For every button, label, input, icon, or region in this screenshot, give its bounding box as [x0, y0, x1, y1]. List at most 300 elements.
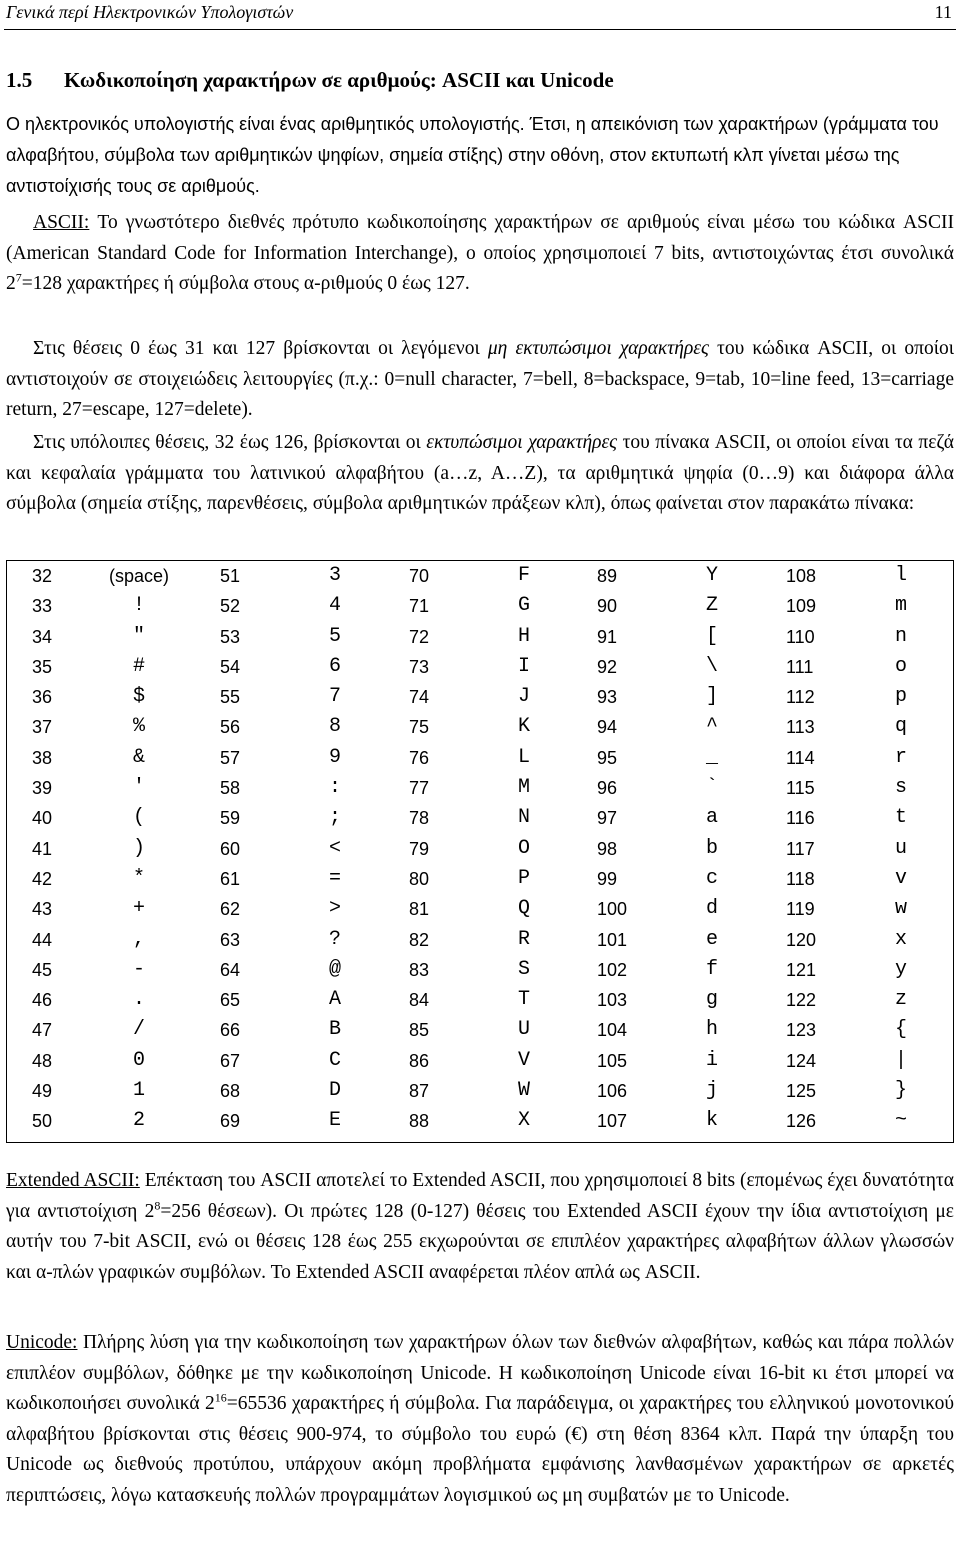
ascii-code: 69: [220, 1111, 241, 1132]
ascii-character: u: [894, 836, 907, 860]
ascii-table-row: [761, 926, 941, 956]
ascii-table-row: [384, 835, 564, 865]
ascii-code: 73: [409, 656, 430, 677]
ascii-code: 56: [220, 717, 241, 738]
ascii-table-row: [572, 895, 752, 925]
ascii-table-row: [384, 956, 564, 986]
ascii-character: m: [894, 594, 907, 618]
ascii-table-row: [7, 562, 187, 592]
ascii-character: 2: [132, 1109, 145, 1133]
ascii-character: V: [517, 1048, 530, 1072]
ascii-character: R: [517, 927, 530, 951]
ascii-table-row: [761, 1047, 941, 1077]
ascii-table-row: [195, 804, 375, 834]
ascii-character: :: [328, 776, 341, 800]
ascii-table-row: [7, 1047, 187, 1077]
running-title: Γενικά περί Ηλεκτρονικών Υπολογιστών: [6, 2, 294, 22]
ascii-code: 78: [409, 808, 430, 829]
section-heading: [6, 68, 614, 93]
ascii-code: 47: [32, 1020, 53, 1041]
ascii-exponent: 7: [15, 270, 22, 285]
ascii-table-row: [7, 653, 187, 683]
ascii-character: S: [517, 957, 530, 981]
ascii-character: ): [132, 836, 145, 860]
ascii-character: k: [705, 1109, 718, 1133]
ascii-code: 86: [409, 1050, 430, 1071]
nonprint-emphasis: μη εκτυπώσιμοι χαρακτήρες: [487, 338, 709, 359]
ascii-character: n: [894, 624, 907, 648]
ascii-character: J: [517, 685, 530, 709]
ascii-table-row: [384, 1047, 564, 1077]
ascii-table-row: [761, 1107, 941, 1137]
ascii-code: 105: [597, 1050, 628, 1071]
ascii-character: ?: [328, 927, 341, 951]
ascii-table: [6, 560, 954, 1143]
extended-text-a: Επέκταση του ASCII αποτελεί το Extended ASCII, που χρησιμοποιεί 8 bits (επομένως έχει δυνατότητα για αντιστοίχιση 2: [6, 1170, 954, 1222]
ascii-character: _: [705, 745, 718, 769]
ascii-character: I: [517, 654, 530, 678]
ascii-table-row: [572, 1047, 752, 1077]
ascii-code: 116: [786, 808, 815, 829]
ascii-table-row: [195, 895, 375, 925]
ascii-character: @: [328, 957, 341, 981]
ascii-table-row: [384, 986, 564, 1016]
ascii-character: w: [894, 897, 907, 921]
ascii-code: 89: [597, 566, 618, 586]
ascii-character: s: [894, 776, 907, 800]
ascii-character: ^: [705, 715, 718, 739]
ascii-code: 70: [409, 566, 430, 586]
ascii-character: U: [517, 1018, 530, 1042]
ascii-table-row: [195, 956, 375, 986]
ascii-table-row: [195, 865, 375, 895]
ascii-code: 32: [32, 566, 53, 586]
ascii-table-row: [384, 926, 564, 956]
ascii-table-row: [572, 744, 752, 774]
ascii-table-row: [7, 592, 187, 622]
ascii-character: 8: [328, 715, 341, 739]
ascii-code: 111: [786, 656, 814, 677]
ascii-character: #: [132, 654, 145, 678]
ascii-character: ~: [894, 1109, 907, 1133]
ascii-character: N: [517, 806, 530, 830]
printable-emphasis: εκτυπώσιμοι χαρακτήρες: [426, 432, 618, 453]
ascii-table-row: [572, 683, 752, 713]
ascii-code: 106: [597, 1081, 628, 1102]
ascii-character: [: [705, 624, 718, 648]
ascii-table-row: [572, 986, 752, 1016]
ascii-code: 114: [786, 747, 815, 768]
ascii-table-row: [384, 895, 564, 925]
ascii-table-column: [195, 562, 375, 1138]
ascii-text-b: =128 χαρακτήρες ή σύμβολα στους α-ριθμούς 0 έως 127.: [21, 273, 470, 294]
ascii-table-row: [7, 1077, 187, 1107]
ascii-character: 0: [132, 1048, 145, 1072]
ascii-table-row: [761, 653, 941, 683]
ascii-character: {: [894, 1018, 907, 1042]
ascii-character: -: [132, 957, 145, 981]
ascii-code: 53: [220, 626, 241, 647]
ascii-character: 7: [328, 685, 341, 709]
ascii-character: .: [132, 988, 145, 1012]
ascii-table-row: [7, 744, 187, 774]
ascii-code: 103: [597, 990, 628, 1011]
ascii-code: 101: [597, 929, 628, 950]
ascii-code: 121: [786, 959, 817, 980]
unicode-exponent: 16: [214, 1390, 227, 1405]
ascii-code: 65: [220, 990, 241, 1011]
ascii-character: *: [132, 866, 145, 890]
ascii-character: |: [894, 1048, 907, 1072]
ascii-character: h: [705, 1018, 718, 1042]
ascii-code: 52: [220, 596, 241, 617]
ascii-code: 122: [786, 990, 817, 1011]
ascii-character: %: [132, 715, 145, 739]
ascii-character: B: [328, 1018, 341, 1042]
ascii-character: Z: [705, 594, 718, 618]
ascii-table-row: [195, 774, 375, 804]
ascii-character: E: [328, 1109, 341, 1133]
ascii-character: ;: [328, 806, 341, 830]
ascii-code: 123: [786, 1020, 817, 1041]
ascii-character: 1: [132, 1079, 145, 1103]
ascii-code: 75: [409, 717, 430, 738]
ascii-table-row: [761, 623, 941, 653]
ascii-table-row: [572, 562, 752, 592]
nonprintable-paragraph: [6, 334, 954, 426]
ascii-code: 63: [220, 929, 241, 950]
ascii-table-row: [572, 804, 752, 834]
ascii-table-row: [384, 653, 564, 683]
ascii-table-row: [384, 683, 564, 713]
ascii-character: d: [705, 897, 718, 921]
ascii-table-row: [7, 713, 187, 743]
ascii-table-row: [572, 1107, 752, 1137]
ascii-character: /: [132, 1018, 145, 1042]
ascii-character: l: [894, 564, 907, 587]
ascii-table-row: [7, 835, 187, 865]
ascii-code: 64: [220, 959, 241, 980]
ascii-code: 98: [597, 838, 618, 859]
ascii-table-row: [384, 1077, 564, 1107]
ascii-table-row: [7, 804, 187, 834]
ascii-text-a: Το γνωστότερο διεθνές πρότυπο κωδικοποίησης χαρακτήρων σε αριθμούς είναι μέσω του κώδικα ASCII (American Standard Code for Information Interchange), ο οποίος χρησιμοποιεί 7 bits, αντιστοιχώντας έτσι συνολικά 2: [6, 212, 954, 294]
ascii-character: z: [894, 988, 907, 1012]
ascii-character: `: [705, 776, 718, 800]
ascii-code: 84: [409, 990, 430, 1011]
ascii-table-row: [572, 713, 752, 743]
ascii-table-row: [572, 1077, 752, 1107]
ascii-code: 109: [786, 596, 817, 617]
ascii-character: i: [705, 1048, 718, 1072]
ascii-table-row: [7, 1016, 187, 1046]
ascii-character: =: [328, 866, 341, 890]
ascii-code: 42: [32, 868, 53, 889]
ascii-table-row: [195, 592, 375, 622]
ascii-code: 97: [597, 808, 618, 829]
ascii-code: 119: [786, 899, 815, 920]
ascii-character: ]: [705, 685, 718, 709]
ascii-code: 80: [409, 868, 430, 889]
ascii-table-row: [195, 623, 375, 653]
ascii-character: e: [705, 927, 718, 951]
ascii-character: G: [517, 594, 530, 618]
ascii-code: 110: [786, 626, 815, 647]
ascii-character: A: [328, 988, 341, 1012]
ascii-table-row: [195, 1047, 375, 1077]
ascii-character: (: [132, 806, 145, 830]
ascii-character: P: [517, 866, 530, 890]
ascii-character: }: [894, 1079, 907, 1103]
ascii-code: 62: [220, 899, 241, 920]
ascii-code: 57: [220, 747, 241, 768]
printable-text-a: Στις υπόλοιπες θέσεις, 32 έως 126, βρίσκονται οι: [33, 432, 427, 453]
ascii-character: <: [328, 836, 341, 860]
ascii-character: g: [705, 988, 718, 1012]
ascii-character: r: [894, 745, 907, 769]
nonprint-text-a: Στις θέσεις 0 έως 31 και 127 βρίσκονται οι λεγόμενοι: [33, 338, 488, 359]
ascii-character: 9: [328, 745, 341, 769]
ascii-code: 45: [32, 959, 53, 980]
ascii-table-row: [195, 653, 375, 683]
ascii-code: 82: [409, 929, 430, 950]
ascii-table-row: [195, 562, 375, 592]
ascii-table-row: [195, 744, 375, 774]
ascii-character: ,: [132, 927, 145, 951]
ascii-code: 90: [597, 596, 618, 617]
ascii-table-row: [572, 774, 752, 804]
ascii-table-row: [572, 592, 752, 622]
ascii-character: 6: [328, 654, 341, 678]
ascii-table-column: [384, 562, 564, 1138]
ascii-code: 50: [32, 1111, 53, 1132]
ascii-table-row: [761, 865, 941, 895]
ascii-code: 91: [597, 626, 618, 647]
header-rule: [4, 29, 956, 30]
ascii-code: 115: [786, 778, 815, 799]
ascii-table-row: [572, 623, 752, 653]
ascii-table-row: [761, 774, 941, 804]
ascii-character: y: [894, 957, 907, 981]
ascii-character: W: [517, 1079, 530, 1103]
ascii-character: a: [705, 806, 718, 830]
ascii-code: 43: [32, 899, 53, 920]
ascii-code: 102: [597, 959, 628, 980]
ascii-table-row: [7, 956, 187, 986]
ascii-code: 67: [220, 1050, 241, 1071]
ascii-character: H: [517, 624, 530, 648]
ascii-table-row: [7, 865, 187, 895]
ascii-code: 125: [786, 1081, 817, 1102]
ascii-code: 40: [32, 808, 53, 829]
ascii-code: 124: [786, 1050, 817, 1071]
ascii-code: 79: [409, 838, 430, 859]
section-number: 1.5: [6, 68, 33, 92]
extended-label: Extended ASCII:: [6, 1170, 140, 1191]
ascii-code: 118: [786, 868, 815, 889]
ascii-code: 85: [409, 1020, 430, 1041]
ascii-table-row: [761, 1016, 941, 1046]
ascii-table-row: [195, 683, 375, 713]
ascii-table-row: [384, 623, 564, 653]
ascii-label: ASCII:: [33, 212, 90, 233]
ascii-code: 49: [32, 1081, 53, 1102]
ascii-table-row: [7, 774, 187, 804]
ascii-character: j: [705, 1079, 718, 1103]
ascii-code: 36: [32, 687, 53, 708]
ascii-code: 96: [597, 778, 618, 799]
ascii-code: 39: [32, 778, 53, 799]
ascii-code: 108: [786, 566, 817, 586]
ascii-character: ': [132, 776, 145, 800]
ascii-character: 5: [328, 624, 341, 648]
extended-ascii-paragraph: [6, 1166, 954, 1288]
ascii-code: 44: [32, 929, 53, 950]
ascii-character: F: [517, 564, 530, 587]
ascii-table-row: [7, 926, 187, 956]
ascii-table-row: [572, 956, 752, 986]
ascii-code: 58: [220, 778, 241, 799]
ascii-code: 76: [409, 747, 430, 768]
ascii-character: o: [894, 654, 907, 678]
section-title: Κωδικοποίηση χαρακτήρων σε αριθμούς: ASCII και Unicode: [64, 68, 614, 92]
ascii-table-row: [195, 713, 375, 743]
ascii-code: 99: [597, 868, 618, 889]
ascii-character: x: [894, 927, 907, 951]
ascii-code: 94: [597, 717, 618, 738]
page-header: [6, 0, 956, 28]
ascii-character: c: [705, 866, 718, 890]
ascii-character: \: [705, 654, 718, 678]
ascii-table-column: [572, 562, 752, 1138]
ascii-table-row: [761, 986, 941, 1016]
ascii-table-row: [572, 653, 752, 683]
ascii-table-row: [572, 1016, 752, 1046]
intro-paragraph: Ο ηλεκτρονικός υπολογιστής είναι ένας αριθμητικός υπολογιστής. Έτσι, η απεικόνιση των χαρακτήρων (γράμματα του αλφαβήτου, σύμβολα των αριθμητικών ψηφίων, σημεία στίξης) στην οθόνη, στον εκτυπωτή κλπ γίνεται μέσω της αντιστοίχισής τους σε αριθμούς.: [6, 114, 939, 196]
ascii-code: 33: [32, 596, 53, 617]
ascii-table-row: [761, 592, 941, 622]
ascii-table-row: [384, 1107, 564, 1137]
ascii-code: 87: [409, 1081, 430, 1102]
ascii-table-row: [7, 986, 187, 1016]
ascii-code: 74: [409, 687, 430, 708]
ascii-code: 54: [220, 656, 241, 677]
ascii-character: M: [517, 776, 530, 800]
ascii-code: 55: [220, 687, 241, 708]
ascii-table-row: [195, 835, 375, 865]
ascii-table-row: [7, 683, 187, 713]
ascii-table-row: [195, 1077, 375, 1107]
extended-text-b: =256 θέσεων). Οι πρώτες 128 (0-127) θέσεις του Extended ASCII έχουν την ίδια αντιστοίχιση με αυτήν του 7-bit ASCII, ενώ οι θέσεις 128 έως 255 εκχωρούνται σε επιπλέον χαρακτήρες αλφαβήτων άλλων γλωσσών και α-πλών γραφικών συμβόλων. Το Extended ASCII αναφέρεται πλέον απλά ως ASCII.: [6, 1200, 954, 1283]
ascii-code: 120: [786, 929, 817, 950]
ascii-character: L: [517, 745, 530, 769]
ascii-table-row: [7, 895, 187, 925]
ascii-table-row: [572, 835, 752, 865]
ascii-character: t: [894, 806, 907, 830]
ascii-character: >: [328, 897, 341, 921]
ascii-code: 37: [32, 717, 53, 738]
ascii-code: 126: [786, 1111, 817, 1132]
ascii-code: 68: [220, 1081, 241, 1102]
ascii-code: 104: [597, 1020, 628, 1041]
extended-exponent: 8: [154, 1198, 161, 1212]
ascii-code: 66: [220, 1020, 241, 1041]
ascii-table-row: [195, 926, 375, 956]
ascii-code: 81: [409, 899, 430, 920]
ascii-code: 88: [409, 1111, 430, 1132]
ascii-table-row: [384, 744, 564, 774]
ascii-table-column: [761, 562, 941, 1138]
ascii-table-row: [384, 804, 564, 834]
ascii-code: 77: [409, 778, 430, 799]
ascii-table-row: [761, 713, 941, 743]
ascii-table-row: [195, 1016, 375, 1046]
page-number: 11: [934, 2, 952, 22]
ascii-code: 112: [786, 687, 815, 708]
ascii-code: 38: [32, 747, 53, 768]
ascii-character: X: [517, 1109, 530, 1133]
ascii-character: &: [132, 745, 145, 769]
ascii-table-row: [761, 835, 941, 865]
ascii-table-row: [384, 592, 564, 622]
ascii-character: T: [517, 988, 530, 1012]
ascii-table-row: [384, 865, 564, 895]
ascii-code: 93: [597, 687, 618, 708]
ascii-table-row: [761, 683, 941, 713]
ascii-code: 83: [409, 959, 430, 980]
ascii-character: b: [705, 836, 718, 860]
unicode-text-b: =65536 χαρακτήρες ή σύμβολα. Για παράδειγμα, οι χαρακτήρες του ελληνικού μονοτονικού αλφαβήτου βρίσκονται στις θέσεις 900-974, το σύμβολο του ευρώ (€) στη θέση 8364 κλπ. Παρά την ύπαρξη του Unicode ως διεθνούς προτύπου, υπάρχουν ακόμη προβλήματα εμφάνισης λανθασμένων χαρακτήρων σε αρκετές περιπτώσεις, λόγω κατασκευής πολλών προγραμμάτων λογισμικού ως μη συμβατών με το Unicode.: [6, 1393, 954, 1506]
ascii-code: 117: [786, 838, 815, 859]
ascii-code: 59: [220, 808, 241, 829]
ascii-code: 92: [597, 656, 618, 677]
ascii-table-row: [384, 1016, 564, 1046]
ascii-character: D: [328, 1079, 341, 1103]
ascii-code: 46: [32, 990, 53, 1011]
ascii-table-row: [7, 1107, 187, 1137]
ascii-table-row: [384, 562, 564, 592]
printable-paragraph: [6, 428, 954, 520]
ascii-table-row: [7, 623, 187, 653]
ascii-code: 35: [32, 656, 53, 677]
unicode-text-a: Πλήρης λύση για την κωδικοποίηση των χαρακτήρων όλων των διεθνών αλφαβήτων, καθώς και πάρα πολλών επιπλέον συμβόλων, δόθηκε με την κωδικοποίηση Unicode. Η κωδικοποίηση Unicode είναι 16-bit κι έτσι μπορεί να κωδικοποιήσει συνολικά 2: [6, 1332, 954, 1414]
ascii-character: C: [328, 1048, 341, 1072]
ascii-character: p: [894, 685, 907, 709]
ascii-character: !: [132, 594, 145, 618]
ascii-character: O: [517, 836, 530, 860]
ascii-code: 51: [220, 566, 241, 586]
ascii-character: ": [132, 624, 145, 648]
ascii-character: q: [894, 715, 907, 739]
ascii-table-row: [761, 804, 941, 834]
ascii-code: 100: [597, 899, 628, 920]
ascii-table-row: [572, 865, 752, 895]
ascii-code: 34: [32, 626, 53, 647]
ascii-table-row: [761, 1077, 941, 1107]
ascii-table-row: [384, 774, 564, 804]
ascii-code: 48: [32, 1050, 53, 1071]
ascii-character: $: [132, 685, 145, 709]
ascii-code: 107: [597, 1111, 628, 1132]
ascii-code: 72: [409, 626, 430, 647]
ascii-code: 95: [597, 747, 618, 768]
unicode-label: Unicode:: [6, 1332, 78, 1353]
ascii-table-row: [195, 1107, 375, 1137]
ascii-character: 4: [328, 594, 341, 618]
ascii-character: f: [705, 957, 718, 981]
ascii-table-row: [572, 926, 752, 956]
ascii-character: Q: [517, 897, 530, 921]
